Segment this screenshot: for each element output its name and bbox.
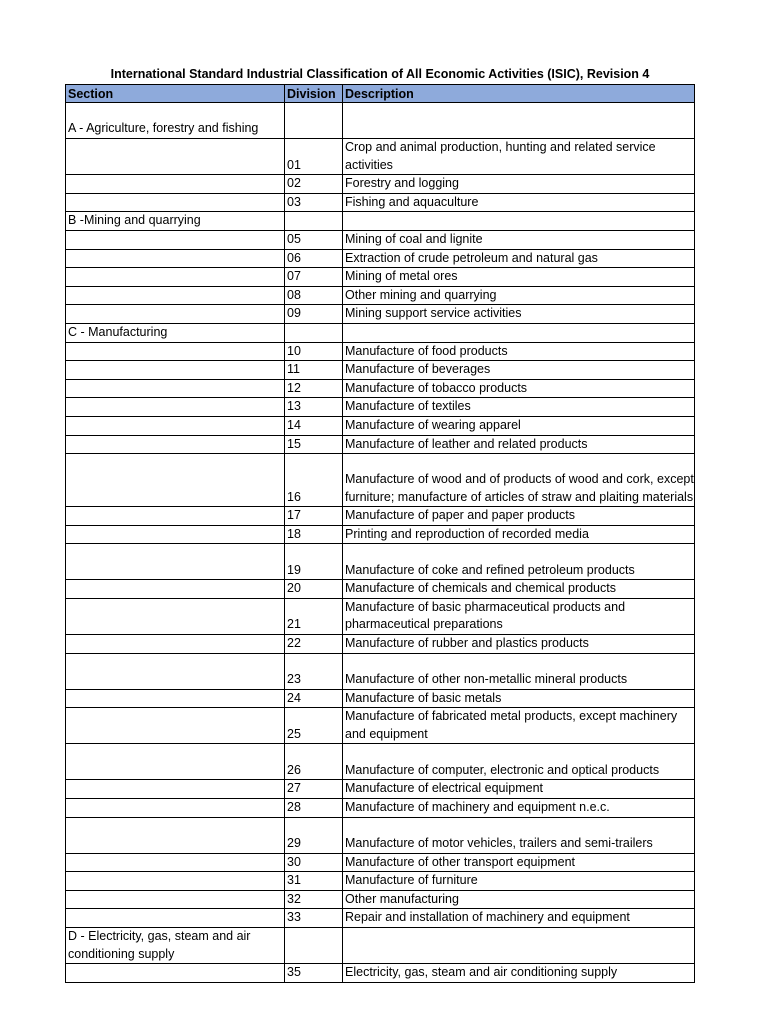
section-cell	[66, 193, 285, 212]
table-row	[66, 454, 695, 507]
division-cell: 02	[285, 175, 343, 194]
table-row	[66, 909, 695, 928]
division-cell: 24	[285, 689, 343, 708]
description-cell: Repair and installation of machinery and equipment	[343, 909, 695, 928]
description-cell: Manufacture of fabricated metal products, except machinery and equipment	[343, 708, 695, 744]
table-row	[66, 507, 695, 526]
table-row	[66, 817, 695, 853]
division-cell: 16	[285, 454, 343, 507]
division-cell: 20	[285, 580, 343, 599]
section-cell	[66, 872, 285, 891]
section-cell: B -Mining and quarrying	[66, 212, 285, 231]
section-cell	[66, 653, 285, 689]
division-cell: 26	[285, 744, 343, 780]
table-row	[66, 139, 695, 175]
table-row	[66, 379, 695, 398]
division-cell: 13	[285, 398, 343, 417]
description-cell	[343, 212, 695, 231]
description-cell: Manufacture of electrical equipment	[343, 780, 695, 799]
table-row	[66, 361, 695, 380]
table-row	[66, 175, 695, 194]
section-header: Section	[66, 85, 285, 103]
table-row	[66, 780, 695, 799]
table-row	[66, 212, 695, 231]
description-cell: Manufacture of other non-metallic mineral products	[343, 653, 695, 689]
division-cell: 12	[285, 379, 343, 398]
section-cell: D - Electricity, gas, steam and air conditioning supply	[66, 928, 285, 964]
section-cell	[66, 780, 285, 799]
division-cell: 25	[285, 708, 343, 744]
division-cell: 09	[285, 305, 343, 324]
description-cell: Mining of coal and lignite	[343, 230, 695, 249]
division-cell: 01	[285, 139, 343, 175]
division-cell: 28	[285, 799, 343, 818]
section-cell	[66, 799, 285, 818]
table-row	[66, 435, 695, 454]
description-cell: Mining of metal ores	[343, 268, 695, 287]
section-cell	[66, 964, 285, 983]
division-cell: 32	[285, 890, 343, 909]
description-cell: Manufacture of furniture	[343, 872, 695, 891]
table-row	[66, 544, 695, 580]
table-row	[66, 635, 695, 654]
division-cell: 06	[285, 249, 343, 268]
division-header: Division	[285, 85, 343, 103]
description-cell: Other mining and quarrying	[343, 286, 695, 305]
table-row	[66, 525, 695, 544]
table-row	[66, 323, 695, 342]
description-cell: Manufacture of chemicals and chemical products	[343, 580, 695, 599]
division-cell: 30	[285, 853, 343, 872]
section-cell	[66, 305, 285, 324]
division-cell: 10	[285, 342, 343, 361]
section-cell	[66, 689, 285, 708]
table-row	[66, 872, 695, 891]
description-cell	[343, 323, 695, 342]
section-cell: A - Agriculture, forestry and fishing	[66, 103, 285, 139]
section-cell	[66, 398, 285, 417]
section-cell	[66, 744, 285, 780]
division-cell	[285, 212, 343, 231]
section-cell	[66, 708, 285, 744]
table-row	[66, 268, 695, 287]
division-cell: 08	[285, 286, 343, 305]
division-cell	[285, 928, 343, 964]
description-cell: Manufacture of machinery and equipment n.e.c.	[343, 799, 695, 818]
description-cell: Manufacture of tobacco products	[343, 379, 695, 398]
table-row	[66, 342, 695, 361]
division-cell: 05	[285, 230, 343, 249]
division-cell: 03	[285, 193, 343, 212]
section-cell	[66, 416, 285, 435]
table-row	[66, 744, 695, 780]
section-cell	[66, 635, 285, 654]
page-title: International Standard Industrial Classification of All Economic Activities (ISIC), Revision 4	[110, 67, 650, 81]
section-cell	[66, 454, 285, 507]
division-cell: 21	[285, 598, 343, 634]
description-cell	[343, 103, 695, 139]
description-cell	[343, 928, 695, 964]
description-cell: Crop and animal production, hunting and related service activities	[343, 139, 695, 175]
description-cell: Manufacture of beverages	[343, 361, 695, 380]
division-cell: 15	[285, 435, 343, 454]
table-row	[66, 964, 695, 983]
table-row	[66, 580, 695, 599]
division-cell: 35	[285, 964, 343, 983]
division-cell: 17	[285, 507, 343, 526]
section-cell	[66, 361, 285, 380]
section-cell	[66, 580, 285, 599]
description-cell: Manufacture of wearing apparel	[343, 416, 695, 435]
division-cell: 22	[285, 635, 343, 654]
description-cell: Manufacture of coke and refined petroleum products	[343, 544, 695, 580]
division-cell: 07	[285, 268, 343, 287]
table-row	[66, 249, 695, 268]
division-cell: 23	[285, 653, 343, 689]
section-cell	[66, 286, 285, 305]
description-cell: Manufacture of wood and of products of wood and cork, except furniture; manufacture of articles of straw and plaiting materials	[343, 454, 695, 507]
table-row	[66, 928, 695, 964]
section-cell	[66, 507, 285, 526]
section-cell	[66, 230, 285, 249]
table-row	[66, 708, 695, 744]
section-cell	[66, 598, 285, 634]
description-cell: Fishing and aquaculture	[343, 193, 695, 212]
description-cell: Manufacture of rubber and plastics products	[343, 635, 695, 654]
table-row	[66, 598, 695, 634]
division-cell: 18	[285, 525, 343, 544]
description-cell: Manufacture of computer, electronic and optical products	[343, 744, 695, 780]
table-row	[66, 689, 695, 708]
section-cell	[66, 435, 285, 454]
division-cell	[285, 103, 343, 139]
division-cell: 29	[285, 817, 343, 853]
table-row	[66, 398, 695, 417]
section-cell	[66, 909, 285, 928]
description-cell: Manufacture of basic metals	[343, 689, 695, 708]
table-row	[66, 853, 695, 872]
section-cell	[66, 249, 285, 268]
section-cell	[66, 544, 285, 580]
description-cell: Manufacture of food products	[343, 342, 695, 361]
section-cell	[66, 379, 285, 398]
table-row	[66, 286, 695, 305]
table-row	[66, 653, 695, 689]
description-cell: Manufacture of basic pharmaceutical products and pharmaceutical preparations	[343, 598, 695, 634]
description-cell: Electricity, gas, steam and air conditioning supply	[343, 964, 695, 983]
description-cell: Manufacture of motor vehicles, trailers and semi-trailers	[343, 817, 695, 853]
table-row	[66, 799, 695, 818]
description-cell: Manufacture of paper and paper products	[343, 507, 695, 526]
header-row	[66, 85, 695, 103]
table-row	[66, 890, 695, 909]
description-cell: Extraction of crude petroleum and natural gas	[343, 249, 695, 268]
section-cell	[66, 817, 285, 853]
description-cell: Manufacture of other transport equipment	[343, 853, 695, 872]
isic-table	[65, 84, 695, 983]
table-row	[66, 193, 695, 212]
section-cell	[66, 525, 285, 544]
division-cell: 33	[285, 909, 343, 928]
section-cell	[66, 853, 285, 872]
section-cell	[66, 342, 285, 361]
description-cell: Other manufacturing	[343, 890, 695, 909]
description-header: Description	[343, 85, 695, 103]
description-cell: Mining support service activities	[343, 305, 695, 324]
description-cell: Forestry and logging	[343, 175, 695, 194]
division-cell: 11	[285, 361, 343, 380]
section-cell	[66, 175, 285, 194]
table-row	[66, 103, 695, 139]
table-row	[66, 305, 695, 324]
section-cell	[66, 890, 285, 909]
division-cell: 19	[285, 544, 343, 580]
section-cell: C - Manufacturing	[66, 323, 285, 342]
division-cell: 27	[285, 780, 343, 799]
section-cell	[66, 268, 285, 287]
section-cell	[66, 139, 285, 175]
table-row	[66, 416, 695, 435]
description-cell: Manufacture of leather and related products	[343, 435, 695, 454]
division-cell: 14	[285, 416, 343, 435]
table-row	[66, 230, 695, 249]
division-cell: 31	[285, 872, 343, 891]
division-cell	[285, 323, 343, 342]
description-cell: Printing and reproduction of recorded media	[343, 525, 695, 544]
description-cell: Manufacture of textiles	[343, 398, 695, 417]
